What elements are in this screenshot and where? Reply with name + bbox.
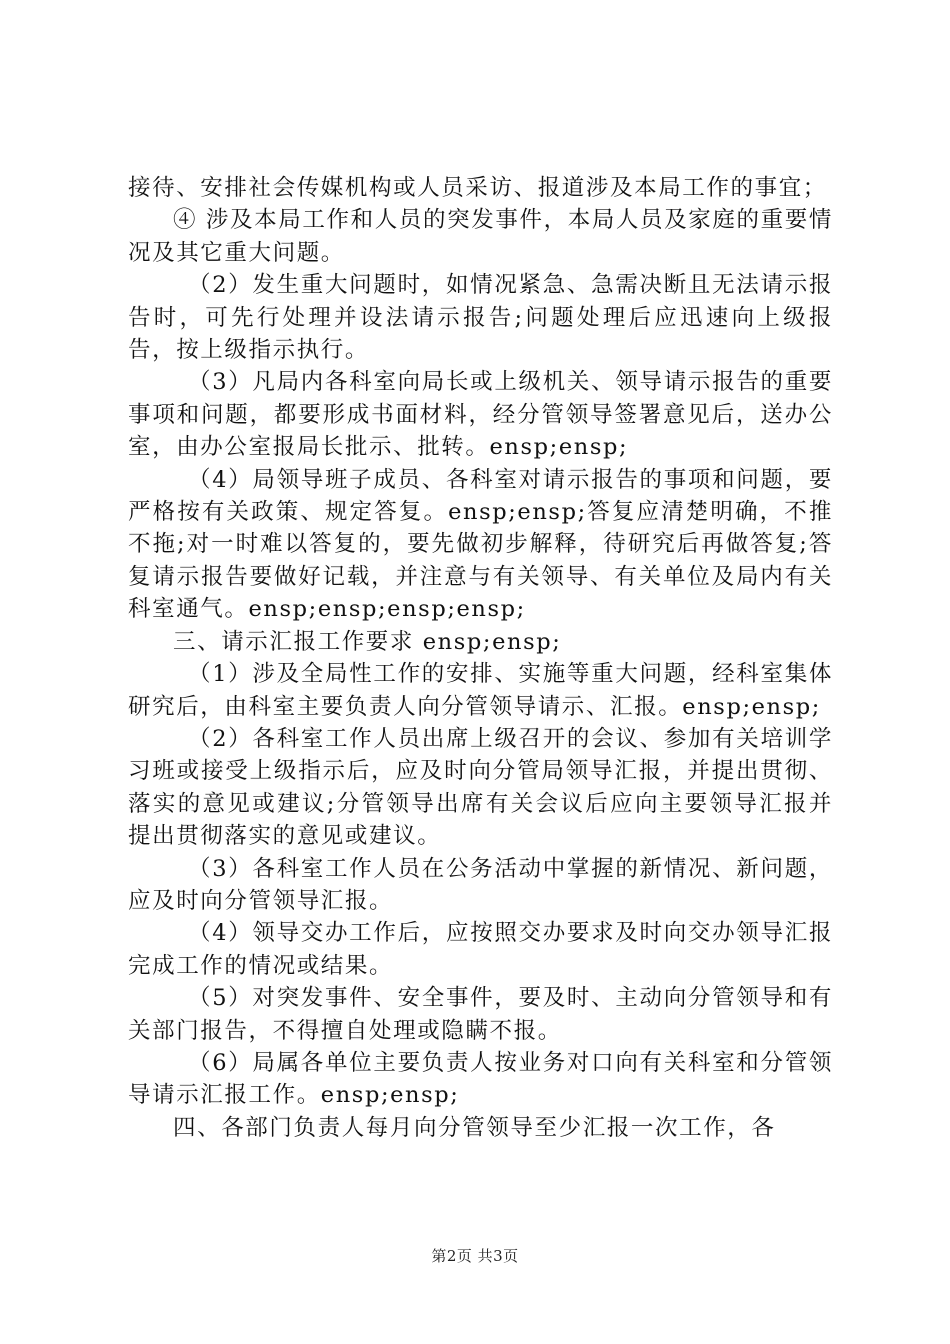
paragraph: （4）局领导班子成员、各科室对请示报告的事项和问题，要严格按有关政策、规定答复。ensp;ensp;答复应清楚明确，不推不拖;对一时难以答复的，要先做初步解释，待研究后再做答复;答复请示报告要做好记载，并注意与有关领导、有关单位及局内有关科室通气。ensp;ensp;ensp;ensp; [128,466,833,623]
section-heading: 三、请示汇报工作要求 ensp;ensp; [173,628,562,655]
paragraph: （1）涉及全局性工作的安排、实施等重大问题，经科室集体研究后，由科室主要负责人向分管领导请示、汇报。ensp;ensp; [128,661,833,720]
paragraph: （3）凡局内各科室向局长或上级机关、领导请示报告的重要事项和问题，都要形成书面材料，经分管领导签署意见后，送办公室，由办公室报局长批示、批转。ensp;ensp; [128,369,833,461]
paragraph: 接待、安排社会传媒机构或人员采访、报道涉及本局工作的事宜； [128,175,827,201]
paragraph: （2）发生重大问题时，如情况紧急、急需决断且无法请示报告时，可先行处理并设法请示报告;问题处理后应迅速向上级报告，按上级指示执行。 [128,272,833,364]
section-heading: 四、各部门负责人每月向分管领导至少汇报一次工作，各 [173,1114,776,1141]
paragraph: （3）各科室工作人员在公务活动中掌握的新情况、新问题，应及时向分管领导汇报。 [128,855,833,914]
paragraph: （2）各科室工作人员出席上级召开的会议、参加有关培训学习班或接受上级指示后，应及时向分管局领导汇报，并提出贯彻、落实的意见或建议;分管领导出席有关会议后应向主要领导汇报并提出贯彻落实的意见或建议。 [128,725,833,850]
paragraph: （4）领导交办工作后，应按照交办要求及时向交办领导汇报完成工作的情况或结果。 [128,920,833,979]
paragraph: （5）对突发事件、安全事件，要及时、主动向分管领导和有关部门报告，不得擅自处理或隐瞒不报。 [128,985,833,1044]
paragraph: ④ 涉及本局工作和人员的突发事件，本局人员及家庭的重要情况及其它重大问题。 [128,207,833,266]
paragraph: （6）局属各单位主要负责人按业务对口向有关科室和分管领导请示汇报工作。ensp;ensp; [128,1049,833,1109]
page-number-footer: 第2页 共3页 [431,1247,519,1265]
document-body [128,172,833,1144]
